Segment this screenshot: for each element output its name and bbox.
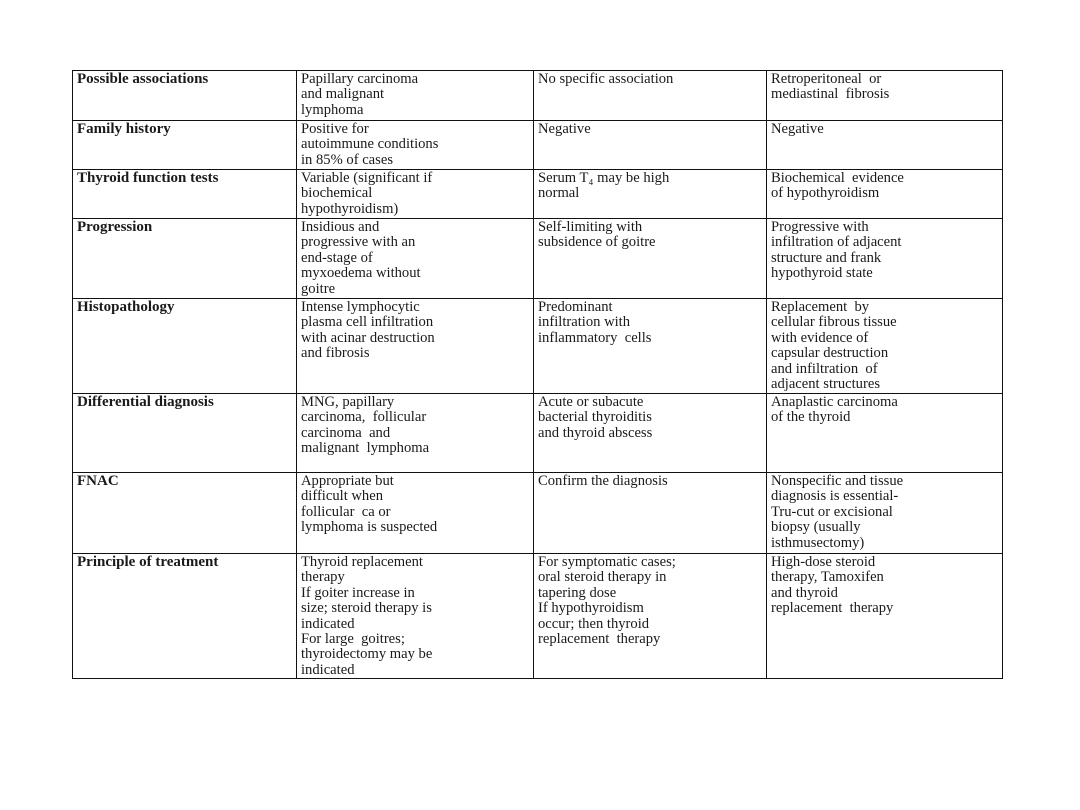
table-cell: Negative [767,121,1003,170]
table-cell: Negative [534,121,767,170]
table-cell: MNG, papillary carcinoma, follicular carcinoma and malignant lymphoma [297,394,534,473]
table-cell: Papillary carcinoma and malignant lymphoma [297,71,534,121]
row-label: Possible associations [73,71,297,121]
row-label: Family history [73,121,297,170]
table-cell: Intense lymphocytic plasma cell infiltration with acinar destruction and fibrosis [297,299,534,394]
table-cell: Confirm the diagnosis [534,473,767,554]
thyroiditis-comparison-table [72,70,1003,679]
table-cell: Acute or subacute bacterial thyroiditis and thyroid abscess [534,394,767,473]
row-label: Histopathology [73,299,297,394]
table-row [73,299,1003,394]
table-cell: High-dose steroid therapy, Tamoxifen and thyroid replacement therapy [767,554,1003,679]
table-cell: Replacement by cellular fibrous tissue with evidence of capsular destruction and infiltration of adjacent structures [767,299,1003,394]
table-cell: Appropriate but difficult when follicular ca or lymphoma is suspected [297,473,534,554]
row-label: Progression [73,219,297,299]
table-cell: Serum T₄ may be high normal [534,170,767,219]
table-cell: Variable (significant if biochemical hypothyroidism) [297,170,534,219]
row-label: Principle of treatment [73,554,297,679]
table-cell: Insidious and progressive with an end-stage of myxoedema without goitre [297,219,534,299]
table-cell: Predominant infiltration with inflammatory cells [534,299,767,394]
table-cell: Positive for autoimmune conditions in 85% of cases [297,121,534,170]
table-cell: Progressive with infiltration of adjacent structure and frank hypothyroid state [767,219,1003,299]
table-cell: Biochemical evidence of hypothyroidism [767,170,1003,219]
row-label: FNAC [73,473,297,554]
table-row [73,473,1003,554]
table-cell: Thyroid replacement therapy If goiter increase in size; steroid therapy is indicated For large goitres; thyroidectomy may be indicated [297,554,534,679]
table-cell: Retroperitoneal or mediastinal fibrosis [767,71,1003,121]
table-cell: No specific association [534,71,767,121]
row-label: Differential diagnosis [73,394,297,473]
table-row [73,394,1003,473]
table-row [73,554,1003,679]
table-cell: Nonspecific and tissue diagnosis is essential- Tru-cut or excisional biopsy (usually isthmusectomy) [767,473,1003,554]
table-cell: Anaplastic carcinoma of the thyroid [767,394,1003,473]
row-label: Thyroid function tests [73,170,297,219]
table-row [73,219,1003,299]
table-row [73,170,1003,219]
table-cell: For symptomatic cases; oral steroid therapy in tapering dose If hypothyroidism occur; then thyroid replacement therapy [534,554,767,679]
table-row [73,71,1003,121]
table-row [73,121,1003,170]
table-cell: Self-limiting with subsidence of goitre [534,219,767,299]
